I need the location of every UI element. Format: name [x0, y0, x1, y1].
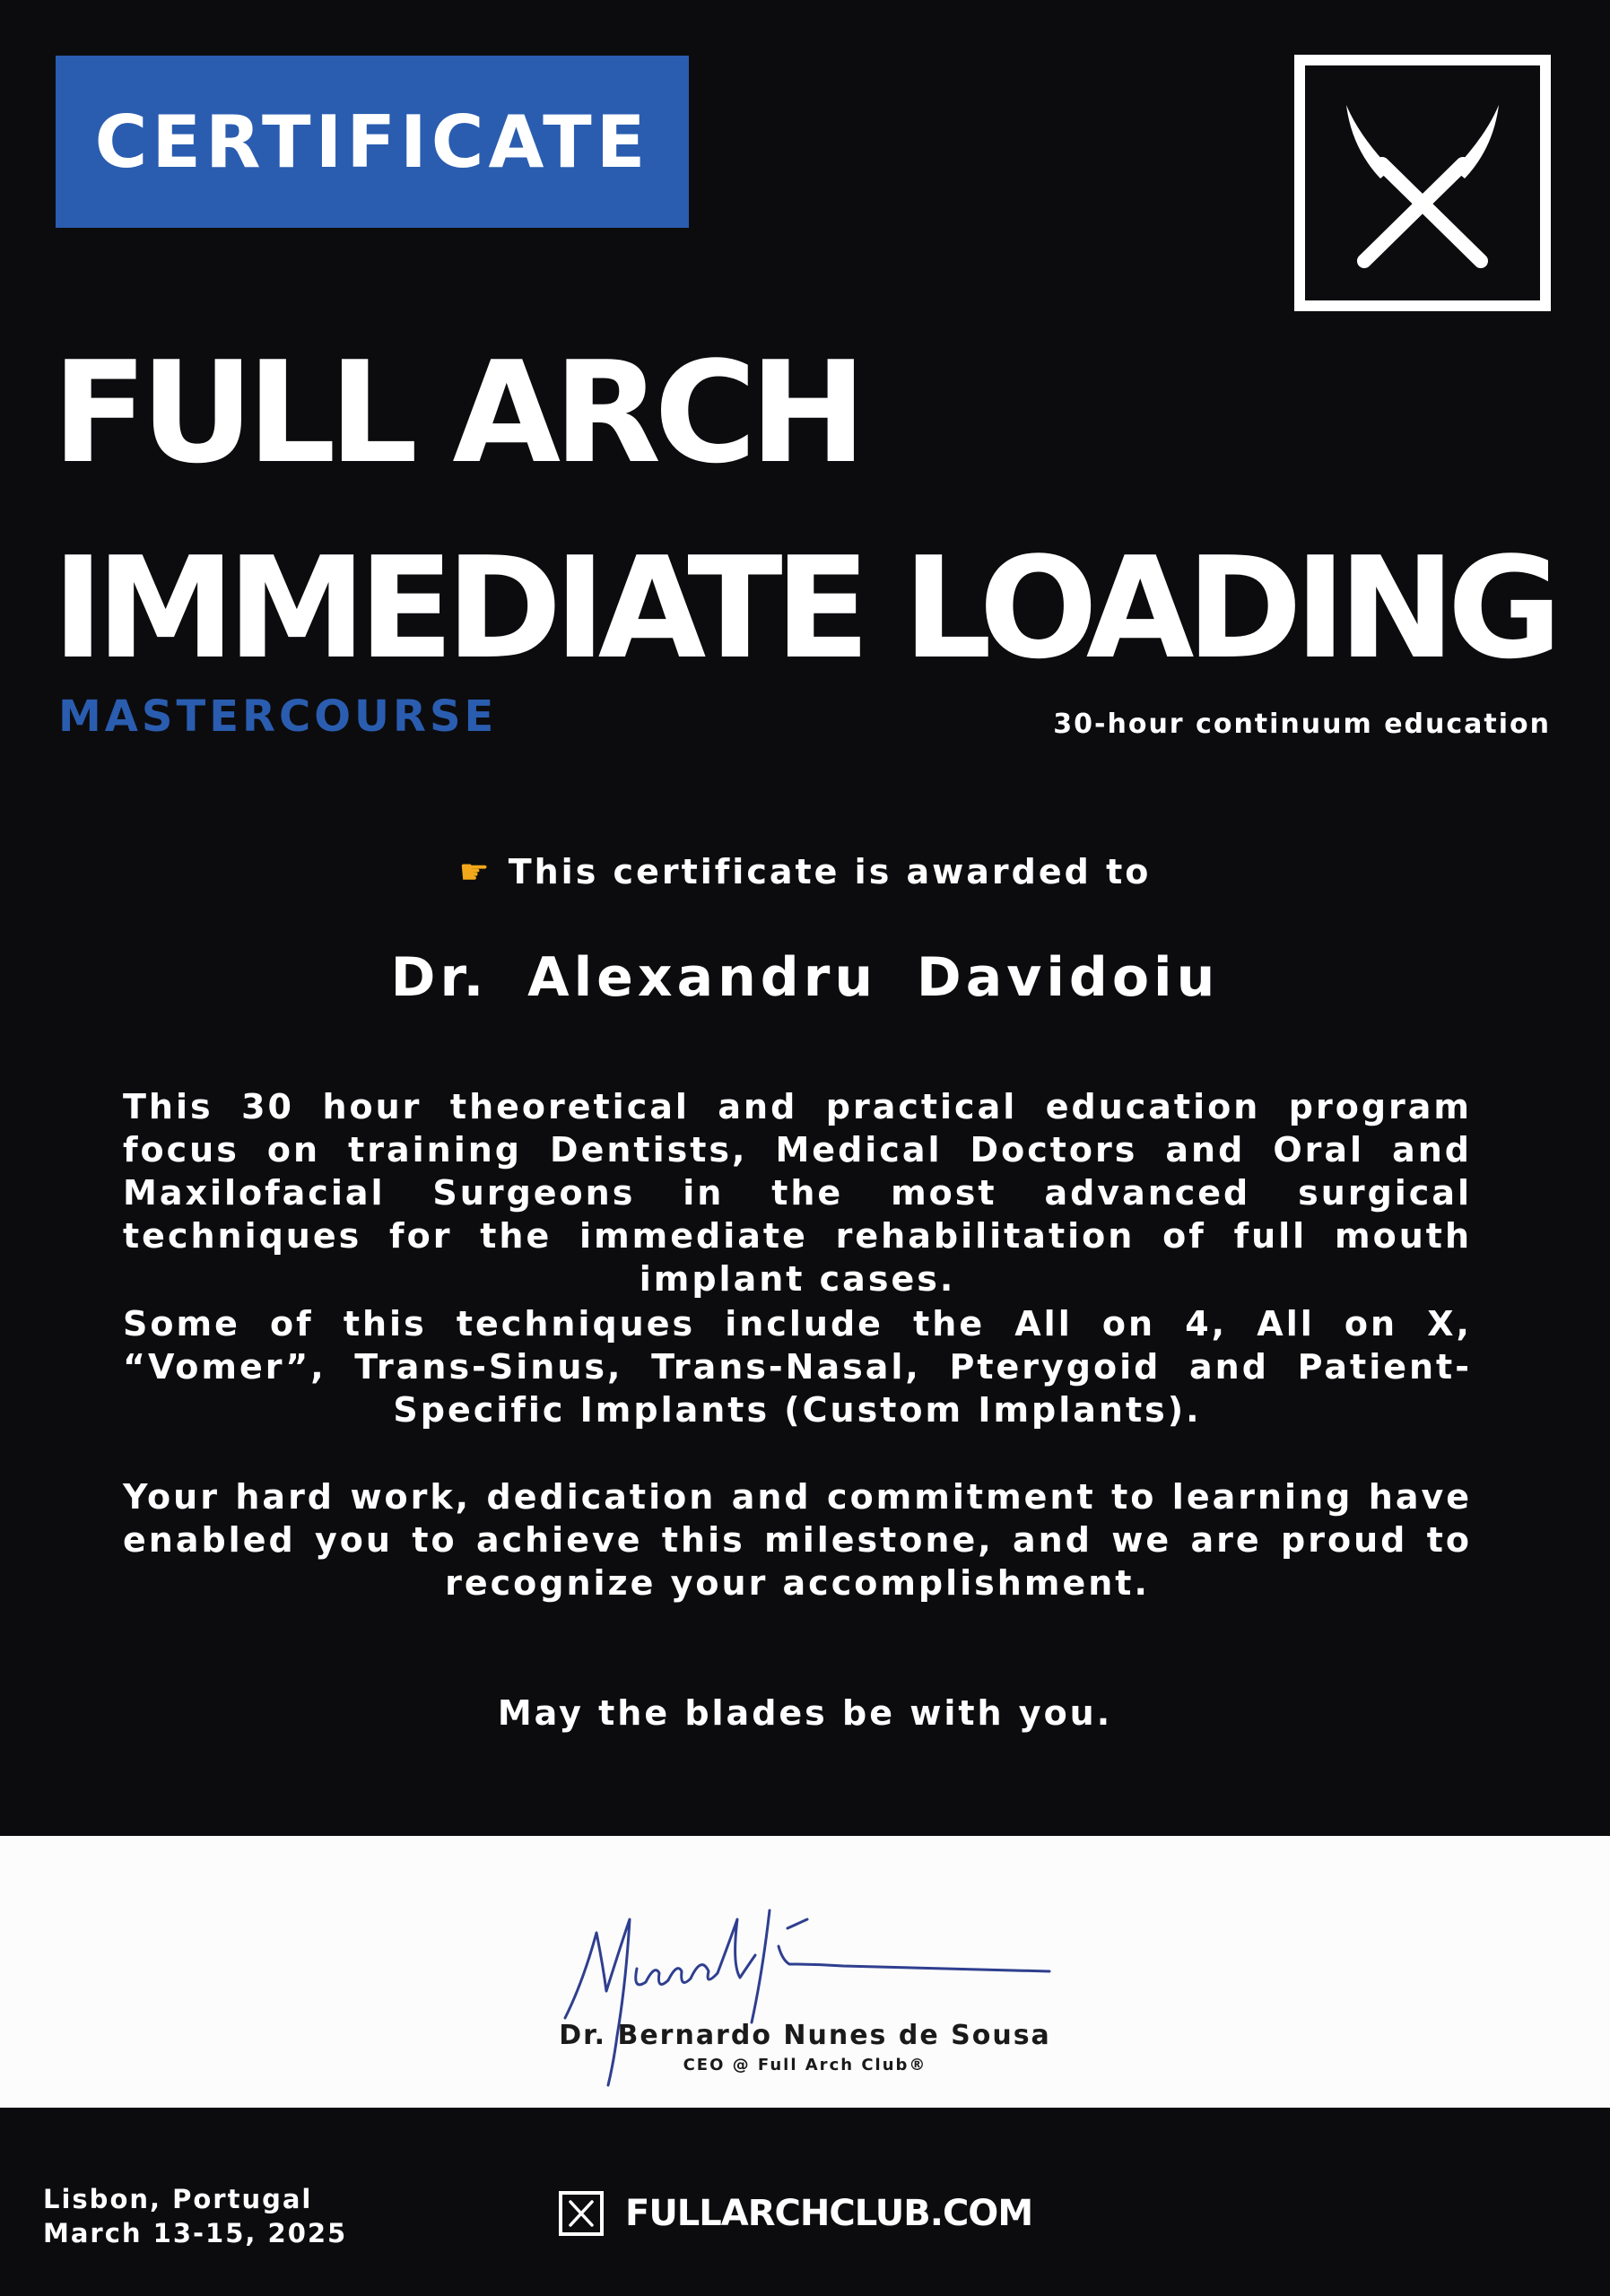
event-dates: March 13-15, 2025 [43, 2218, 348, 2248]
crossed-scalpels-small-icon-graphic [562, 2195, 600, 2232]
course-subtitle: MASTERCOURSE [58, 691, 498, 742]
certificate-badge-label: CERTIFICATE [94, 100, 650, 184]
recipient-name: Dr. Alexandru Davidoiu [390, 946, 1220, 1009]
certificate-badge [56, 56, 689, 228]
website-url[interactable]: FULLARCHCLUB.COM [625, 2193, 1033, 2234]
event-location: Lisbon, Portugal [43, 2184, 313, 2214]
course-title-line-2: IMMEDIATE LOADING [52, 526, 1554, 690]
course-duration: 30-hour continuum education [1053, 709, 1551, 740]
event-location-date [43, 2182, 347, 2250]
crossed-scalpels-small-icon [559, 2191, 604, 2236]
crossed-scalpels-icon-graphic [1305, 65, 1540, 300]
program-description: This 30 hour theoretical and practical education program focus on training Dentists, Medical Doctors and Oral and Maxilofacial Surgeons in the most advanced surgical techniques for the immediate rehabilitation of full mouth implant cases. [123, 1087, 1472, 1299]
signatory-name: Dr. Bernardo Nunes de Sousa [559, 2020, 1051, 2051]
website-link[interactable] [559, 2188, 1032, 2239]
recognition-text: Your hard work, dedication and commitment to learning have enabled you to achieve this milestone, and we are proud to recognize your accomplishment. [123, 1477, 1472, 1603]
techniques-description: Some of this techniques include the All on 4, All on X, “Vomer”, Trans-Sinus, Trans-Nasal, Pterygoid and Patient-Specific Implants (Custom Implants). [123, 1304, 1472, 1430]
course-title-line-1: FULL ARCH [52, 331, 860, 494]
pointing-hand-icon: ☛ [458, 852, 492, 891]
closing-line: May the blades be with you. [497, 1693, 1113, 1733]
award-intro-text: This certificate is awarded to [508, 852, 1152, 891]
signatory-role: CEO @ Full Arch Club® [683, 2056, 927, 2074]
award-intro [0, 852, 1610, 891]
crossed-scalpels-icon [1294, 55, 1551, 311]
